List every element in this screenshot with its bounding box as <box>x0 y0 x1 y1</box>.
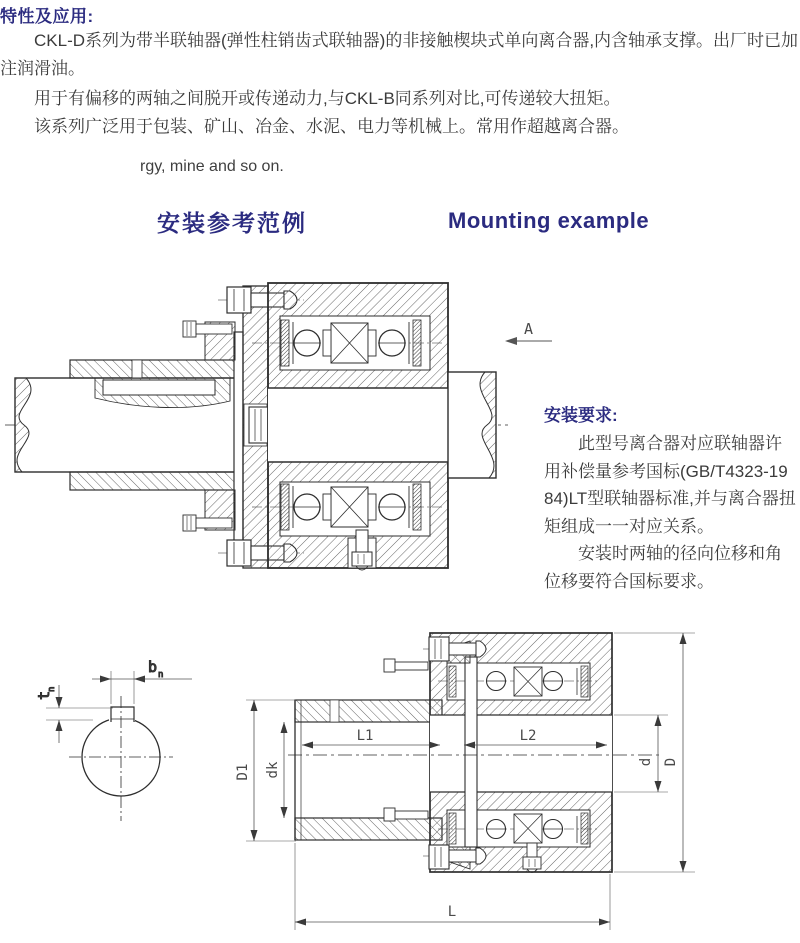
section-arrow-a <box>505 337 552 345</box>
install-paragraph-1: 此型号离合器对应联轴器许用补偿量参考国标(GB/T4323-1984)LT型联轴器标准,并与离合器扭矩组成一一对应关系。 <box>544 434 796 536</box>
dim-label-L2: L2 <box>519 728 537 744</box>
features-paragraph-3: 该系列广泛用于包装、矿山、冶金、水泥、电力等机械上。常用作超越离合器。 <box>34 117 629 136</box>
dim-label-b: b <box>148 658 158 676</box>
flange-bolt-bottom <box>384 808 428 821</box>
dim-dk <box>281 722 288 818</box>
dim-bn <box>92 671 192 704</box>
dim-label-L1: L1 <box>356 728 374 744</box>
shaft-end-view <box>69 696 173 821</box>
shaft-key <box>103 380 215 395</box>
dim-D <box>614 633 695 872</box>
install-heading: 安装要求: <box>544 406 618 425</box>
view-label-a: A <box>524 320 534 338</box>
section-heading-zh: 安装参考范例 <box>157 210 307 236</box>
dim-label-D: D <box>663 757 679 767</box>
features-paragraph-2: 用于有偏移的两轴之间脱开或传递动力,与CKL-B同系列对比,可传递较大扭矩。 <box>34 89 621 108</box>
bearing-row-bottom <box>252 484 444 530</box>
dim-label-t-sub: n <box>47 686 57 692</box>
dim-label-b-sub: n <box>158 670 164 680</box>
right-shaft <box>448 372 496 478</box>
install-requirements <box>544 401 796 595</box>
dimension-drawing <box>0 600 760 943</box>
flange-bolt-top <box>384 659 428 672</box>
features-section <box>0 2 800 141</box>
dim-label-t: t <box>35 690 53 700</box>
features-paragraph-1: CKL-D系列为带半联轴器(弹性柱销齿式联轴器)的非接触楔块式单向离合器,内含轴承支撑。出厂时已加注润滑油。 <box>0 31 799 78</box>
bearing-row-top <box>252 320 444 366</box>
english-fragment: rgy, mine and so on. <box>140 158 284 175</box>
dim-label-L: L <box>447 904 457 920</box>
install-paragraph-2: 安装时两轴的径向位移和角位移要符合国标要求。 <box>544 544 782 591</box>
dim-label-d: d <box>638 757 654 767</box>
mounting-example-drawing <box>0 258 556 595</box>
features-heading: 特性及应用: <box>0 7 94 26</box>
section-heading-en: Mounting example <box>448 208 650 233</box>
dim-label-D1: D1 <box>235 763 251 781</box>
dim-label-dk: dk <box>265 761 281 779</box>
dim-d <box>614 715 668 792</box>
